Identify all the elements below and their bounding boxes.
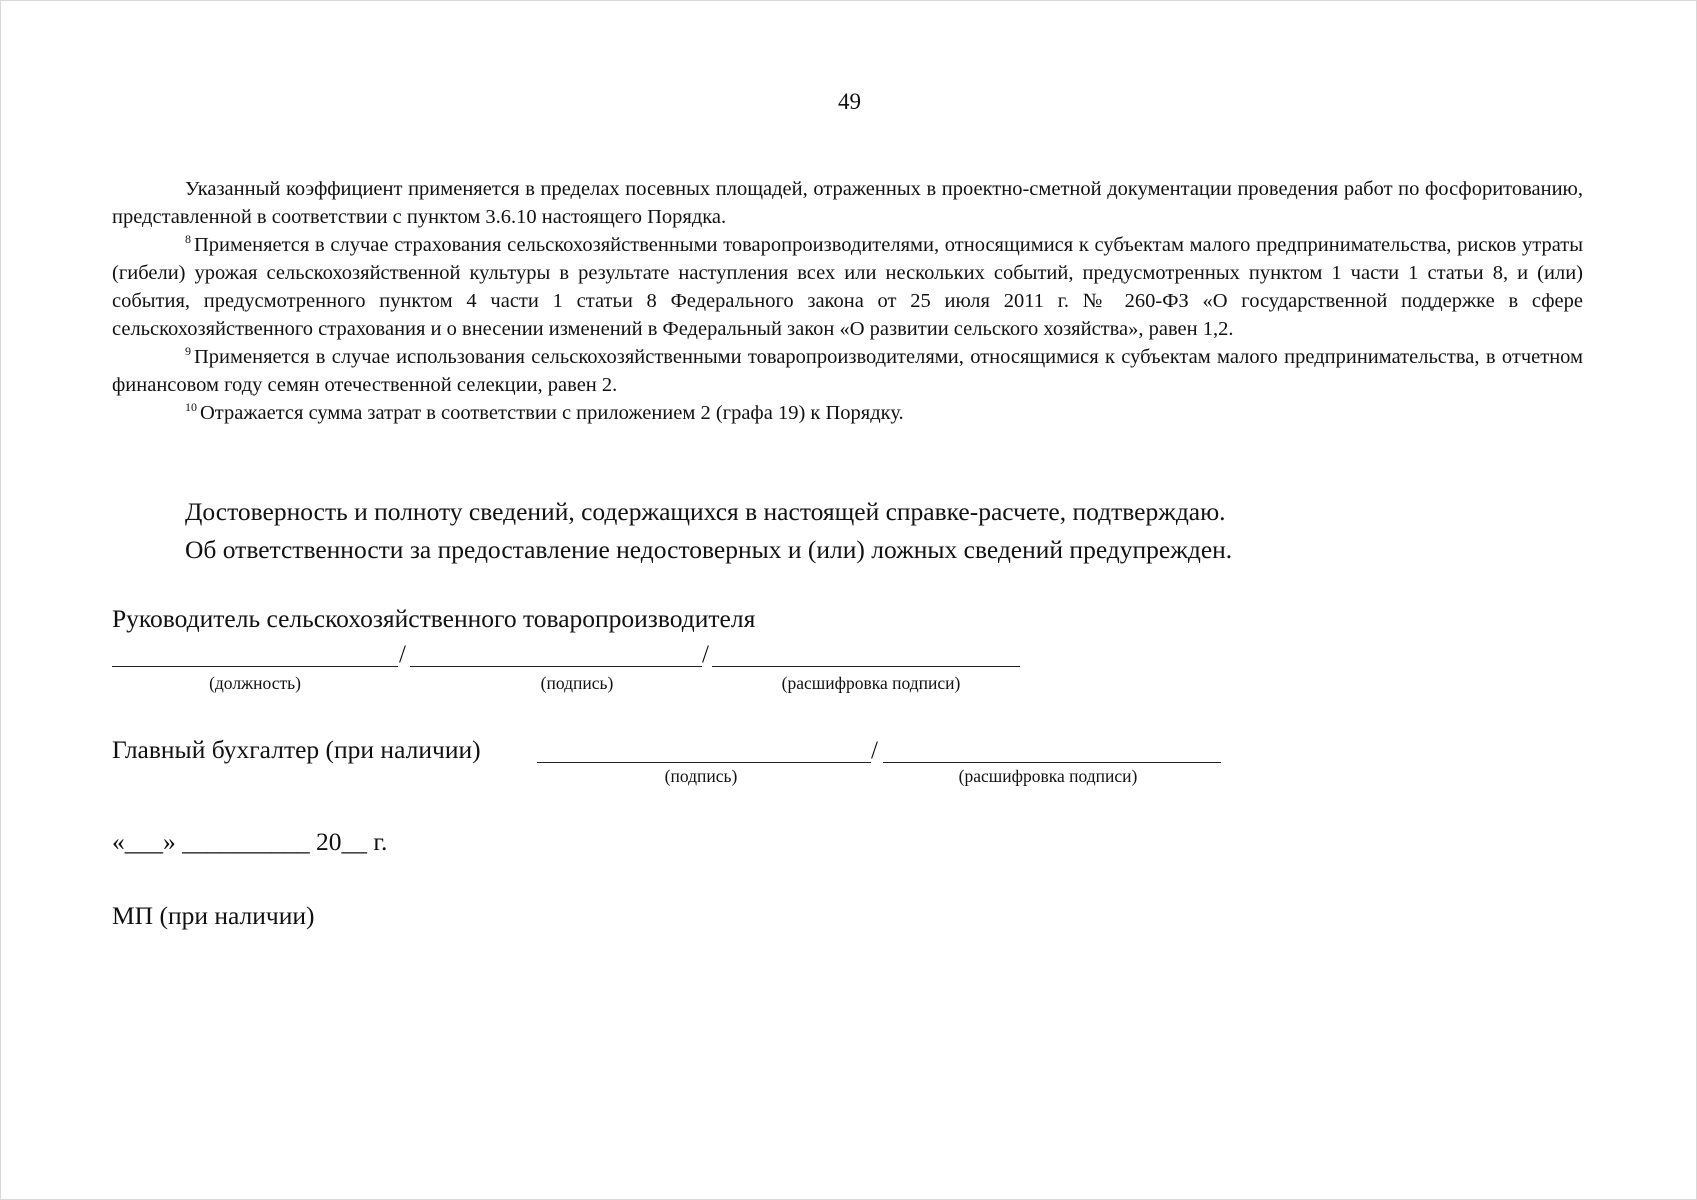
- footnote-marker: 10: [185, 400, 197, 415]
- signature-decoding-field[interactable]: [712, 666, 1020, 667]
- footnotes: [112, 175, 1583, 427]
- footnote-9: [112, 343, 1583, 399]
- caption-position: (должность): [209, 673, 301, 693]
- footnote-marker: 8: [185, 232, 191, 247]
- stamp-place: МП (при наличии): [112, 901, 315, 930]
- separator-slash: /: [871, 737, 878, 764]
- date-line[interactable]: «___» __________ 20__ г.: [112, 827, 388, 856]
- position-field[interactable]: [112, 666, 398, 667]
- accountant-signature-field[interactable]: [537, 762, 871, 763]
- footnote-marker: 9: [185, 344, 191, 359]
- footnote-continuation: [112, 175, 1583, 231]
- certification-statement: [185, 493, 1232, 569]
- footnote-text: Применяется в случае страхования сельскохозяйственными товаропроизводителями, относящимися к субъектам малого предпринимательства, рисков утраты (гибели) урожая сельскохозяйственной культуры в результате наступления всех или нескольких событий, предусмотренных пунктом 1 части 1 статьи 8, и (или) события, предусмотренного пунктом 4 части 1 статьи 8 Федерального закона от 25 июля 2011 г. № 260-ФЗ «О государственной поддержке в сфере сельскохозяйственного страхования и о внесении изменений в Федеральный закон «О развитии сельского хозяйства», равен 1,2.: [112, 234, 1583, 340]
- caption-accountant-decoding: (расшифровка подписи): [958, 766, 1138, 786]
- footnote-text: Указанный коэффициент применяется в пределах посевных площадей, отраженных в проектно-сметной документации проведения работ по фосфоритованию, представленной в соответствии с пунктом 3.6.10 настоящего Порядка.: [112, 178, 1583, 228]
- signature-field[interactable]: [410, 666, 702, 667]
- caption-signature-decoding: (расшифровка подписи): [781, 673, 961, 693]
- caption-signature: (подпись): [540, 673, 614, 693]
- certification-line-2: Об ответственности за предоставление недостоверных и (или) ложных сведений предупрежден.: [185, 535, 1233, 564]
- separator-slash: /: [702, 641, 709, 668]
- footnote-text: Применяется в случае использования сельскохозяйственными товаропроизводителями, относящимися к субъектам малого предпринимательства, в отчетном финансовом году семян отечественной селекции, равен 2.: [112, 346, 1583, 396]
- page-number: 49: [838, 89, 861, 114]
- footnote-text: Отражается сумма затрат в соответствии с приложением 2 (графа 19) к Порядку.: [200, 402, 904, 424]
- separator-slash: /: [399, 641, 406, 668]
- footnote-8: [112, 231, 1583, 343]
- head-title: Руководитель сельскохозяйственного товаропроизводителя: [112, 604, 756, 633]
- footnote-10: [112, 399, 1583, 427]
- caption-accountant-signature: (подпись): [664, 766, 738, 786]
- accountant-decoding-field[interactable]: [883, 762, 1221, 763]
- certification-line-1: Достоверность и полноту сведений, содержащихся в настоящей справке-расчете, подтверждаю.: [185, 497, 1226, 526]
- accountant-title: Главный бухгалтер (при наличии): [112, 735, 481, 764]
